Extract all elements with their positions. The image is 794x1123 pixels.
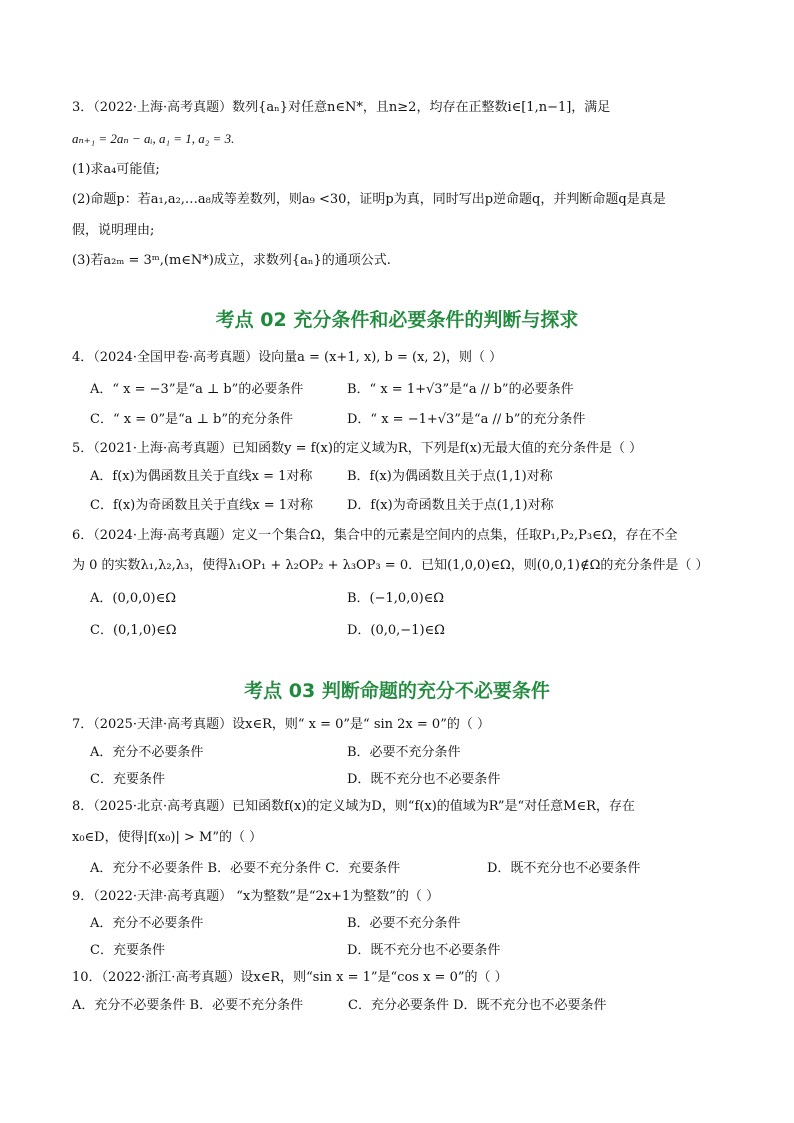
q5-stem: 5．（2021·上海·高考真题）已知函数y = f(x)的定义域为R，下列是f(x)无最大值的充分条件是（ ） (72, 441, 643, 456)
q6-option-d: D．(0,0,−1)∈Ω (347, 623, 445, 638)
q4-stem: 4．（2024·全国甲卷·高考真题）设向量a = (x+1, x), b = (x, 2)，则（ ） (72, 350, 503, 365)
q6-stem-line2: 为 0 的实数λ₁,λ₂,λ₃，使得λ₁OP₁ + λ₂OP₂ + λ₃OP₃ = 0．已知(1,0,0)∈Ω，则(0,0,1)∉Ω的充分条件是（ ） (72, 558, 709, 573)
q7-option-a: A．充分不必要条件 (90, 745, 204, 760)
q5-option-d: D．f(x)为奇函数且关于点(1,1)对称 (347, 498, 554, 513)
q4-option-a: A．“ x = −3”是“a ⊥ b”的必要条件 (90, 382, 304, 397)
q8-option-d: D．既不充分也不必要条件 (487, 861, 641, 876)
section-03-heading: 考点 03 判断命题的充分不必要条件 (244, 680, 550, 702)
q5-option-a: A．f(x)为偶函数且关于直线x = 1对称 (90, 469, 313, 484)
q6-option-a: A．(0,0,0)∈Ω (90, 591, 177, 606)
q6-option-c: C．(0,1,0)∈Ω (90, 623, 177, 638)
q3-stem-line2: aₙ₊₁ = 2aₙ − aᵢ, a₁ = 1, a₂ = 3. (72, 131, 235, 146)
q8-options-abc: A．充分不必要条件 B．必要不充分条件 C．充要条件 (90, 861, 401, 876)
q10-options-ab: A．充分不必要条件 B．必要不充分条件 (72, 998, 304, 1013)
q4-option-b: B．“ x = 1+√3”是“a // b”的必要条件 (347, 382, 574, 397)
q3-part2-line1: (2)命题p：若a₁,a₂,…a₈成等差数列，则a₉ <30，证明p为真，同时写出p逆命题q，并判断命题q是真是 (72, 192, 666, 207)
q8-stem-line2: x₀∈D，使得|f(x₀)| > M”的（ ） (72, 830, 263, 845)
q5-option-c: C．f(x)为奇函数且关于直线x = 1对称 (90, 498, 313, 513)
q7-option-b: B．必要不充分条件 (347, 745, 461, 760)
q3-part3: (3)若a₂ₘ = 3ᵐ,(m∈N*)成立，求数列{aₙ}的通项公式. (72, 253, 391, 268)
q9-option-d: D．既不充分也不必要条件 (347, 943, 501, 958)
q3-part1: (1)求a₄可能值; (72, 162, 160, 177)
q10-options-cd: C．充分必要条件 D．既不充分也不必要条件 (348, 998, 607, 1013)
q6-stem-line1: 6．（2024·上海·高考真题）定义一个集合Ω，集合中的元素是空间内的点集，任取P₁,P₂,P₃∈Ω，存在不全 (72, 528, 678, 543)
q9-option-c: C．充要条件 (90, 943, 165, 958)
q9-option-a: A．充分不必要条件 (90, 916, 204, 931)
q7-stem: 7．（2025·天津·高考真题）设x∈R，则“ x = 0”是“ sin 2x = 0”的（ ） (72, 717, 490, 732)
section-02-heading: 考点 02 充分条件和必要条件的判断与探求 (215, 309, 579, 331)
q9-stem: 9．（2022·天津·高考真题） “x为整数”是“2x+1为整数”的（ ） (72, 889, 440, 904)
q10-stem: 10．（2022·浙江·高考真题）设x∈R，则“sin x = 1”是“cos x = 0”的（ ） (72, 970, 508, 985)
q3-stem-line1: 3．（2022·上海·高考真题）数列{aₙ}对任意n∈N*，且n≥2，均存在正整数i∈[1,n−1]，满足 (72, 100, 611, 115)
q7-option-c: C．充要条件 (90, 772, 165, 787)
q9-option-b: B．必要不充分条件 (347, 916, 461, 931)
q4-option-d: D．“ x = −1+√3”是“a // b”的充分条件 (347, 412, 586, 427)
q5-option-b: B．f(x)为偶函数且关于点(1,1)对称 (347, 469, 553, 484)
q3-part2-line2: 假，说明理由; (72, 223, 155, 238)
q7-option-d: D．既不充分也不必要条件 (347, 772, 501, 787)
q6-option-b: B．(−1,0,0)∈Ω (347, 591, 445, 606)
q4-option-c: C．“ x = 0”是“a ⊥ b”的充分条件 (90, 412, 293, 427)
q8-stem-line1: 8．（2025·北京·高考真题）已知函数f(x)的定义域为D，则“f(x)的值域为R”是“对任意M∈R，存在 (72, 799, 635, 814)
